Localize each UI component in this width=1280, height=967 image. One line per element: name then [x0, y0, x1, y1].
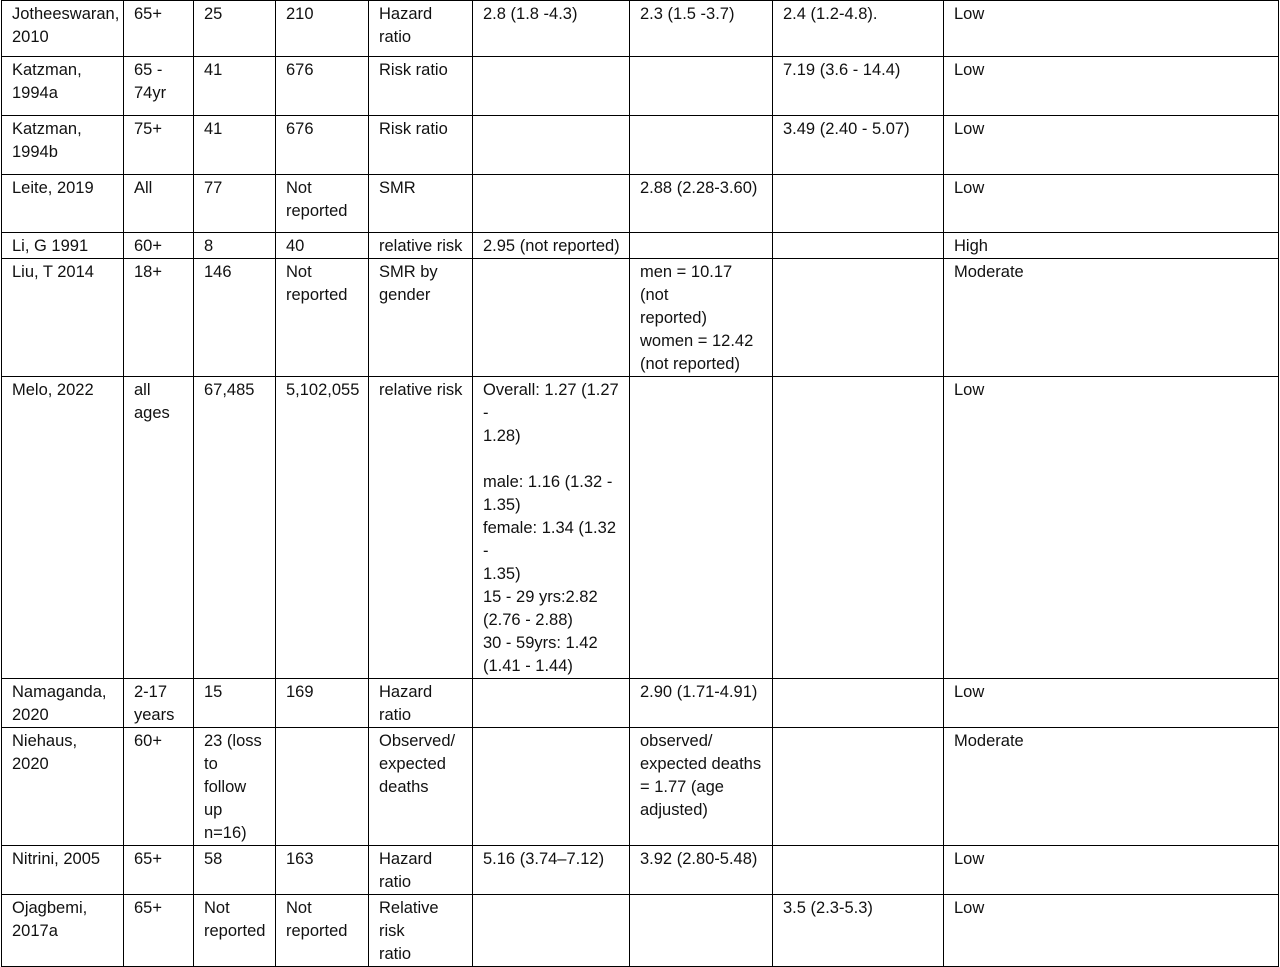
age-cell: 65 - 74yr	[124, 57, 194, 116]
adjusted-estimate-cell	[630, 116, 773, 175]
measure-cell: Hazard ratio	[369, 846, 473, 895]
sample-size-cell: 676	[276, 57, 369, 116]
other-estimate-cell: 3.49 (2.40 - 5.07)	[773, 116, 944, 175]
other-estimate-cell	[773, 679, 944, 728]
deaths-cell: Not reported	[194, 895, 276, 967]
unadjusted-estimate-cell	[473, 116, 630, 175]
table-row	[2, 679, 1279, 728]
results-table-body	[2, 1, 1279, 967]
adjusted-estimate-cell: 2.88 (2.28-3.60)	[630, 175, 773, 233]
age-cell: 65+	[124, 1, 194, 57]
table-row	[2, 259, 1279, 377]
other-estimate-cell	[773, 175, 944, 233]
adjusted-estimate-cell	[630, 895, 773, 967]
table-row	[2, 116, 1279, 175]
measure-cell: SMR by gender	[369, 259, 473, 377]
author-cell: Jotheeswaran, 2010	[2, 1, 124, 57]
adjusted-estimate-cell: 2.3 (1.5 -3.7)	[630, 1, 773, 57]
measure-cell: Relative risk ratio	[369, 895, 473, 967]
author-cell: Leite, 2019	[2, 175, 124, 233]
other-estimate-cell	[773, 377, 944, 679]
age-cell: 2-17 years	[124, 679, 194, 728]
adjusted-estimate-cell	[630, 233, 773, 259]
sample-size-cell: Not reported	[276, 259, 369, 377]
unadjusted-estimate-cell	[473, 895, 630, 967]
measure-cell: relative risk	[369, 233, 473, 259]
sample-size-cell: 169	[276, 679, 369, 728]
deaths-cell: 67,485	[194, 377, 276, 679]
sample-size-cell: 676	[276, 116, 369, 175]
unadjusted-estimate-cell	[473, 259, 630, 377]
author-cell: Liu, T 2014	[2, 259, 124, 377]
results-table	[1, 0, 1279, 967]
sample-size-cell: 163	[276, 846, 369, 895]
table-row	[2, 175, 1279, 233]
other-estimate-cell	[773, 259, 944, 377]
author-cell: Melo, 2022	[2, 377, 124, 679]
risk-of-bias-cell: High	[944, 233, 1279, 259]
table-row	[2, 377, 1279, 679]
age-cell: 60+	[124, 233, 194, 259]
unadjusted-estimate-cell	[473, 728, 630, 846]
unadjusted-estimate-cell: 2.8 (1.8 -4.3)	[473, 1, 630, 57]
measure-cell: Hazard ratio	[369, 1, 473, 57]
measure-cell: relative risk	[369, 377, 473, 679]
table-row	[2, 57, 1279, 116]
unadjusted-estimate-cell	[473, 57, 630, 116]
adjusted-estimate-cell: 2.90 (1.71-4.91)	[630, 679, 773, 728]
risk-of-bias-cell: Low	[944, 377, 1279, 679]
deaths-cell: 23 (loss to follow up n=16)	[194, 728, 276, 846]
other-estimate-cell	[773, 233, 944, 259]
author-cell: Niehaus, 2020	[2, 728, 124, 846]
risk-of-bias-cell: Moderate	[944, 259, 1279, 377]
table-row	[2, 1, 1279, 57]
unadjusted-estimate-cell: 5.16 (3.74–7.12)	[473, 846, 630, 895]
sample-size-cell: 210	[276, 1, 369, 57]
author-cell: Ojagbemi, 2017a	[2, 895, 124, 967]
deaths-cell: 146	[194, 259, 276, 377]
author-cell: Katzman, 1994b	[2, 116, 124, 175]
author-cell: Li, G 1991	[2, 233, 124, 259]
deaths-cell: 15	[194, 679, 276, 728]
risk-of-bias-cell: Low	[944, 57, 1279, 116]
sample-size-cell: Not reported	[276, 175, 369, 233]
risk-of-bias-cell: Low	[944, 175, 1279, 233]
deaths-cell: 25	[194, 1, 276, 57]
risk-of-bias-cell: Low	[944, 1, 1279, 57]
other-estimate-cell: 2.4 (1.2-4.8).	[773, 1, 944, 57]
age-cell: 60+	[124, 728, 194, 846]
author-cell: Namaganda, 2020	[2, 679, 124, 728]
measure-cell: Risk ratio	[369, 57, 473, 116]
unadjusted-estimate-cell	[473, 175, 630, 233]
sample-size-cell	[276, 728, 369, 846]
other-estimate-cell: 7.19 (3.6 - 14.4)	[773, 57, 944, 116]
age-cell: 65+	[124, 895, 194, 967]
adjusted-estimate-cell	[630, 377, 773, 679]
deaths-cell: 77	[194, 175, 276, 233]
author-cell: Nitrini, 2005	[2, 846, 124, 895]
measure-cell: Observed/ expected deaths	[369, 728, 473, 846]
age-cell: 65+	[124, 846, 194, 895]
adjusted-estimate-cell	[630, 57, 773, 116]
risk-of-bias-cell: Low	[944, 895, 1279, 967]
measure-cell: SMR	[369, 175, 473, 233]
deaths-cell: 8	[194, 233, 276, 259]
unadjusted-estimate-cell	[473, 679, 630, 728]
measure-cell: Hazard ratio	[369, 679, 473, 728]
other-estimate-cell	[773, 846, 944, 895]
table-row	[2, 728, 1279, 846]
sample-size-cell: 5,102,055	[276, 377, 369, 679]
sample-size-cell: Not reported	[276, 895, 369, 967]
adjusted-estimate-cell: observed/ expected deaths = 1.77 (age adjusted)	[630, 728, 773, 846]
other-estimate-cell: 3.5 (2.3-5.3)	[773, 895, 944, 967]
unadjusted-estimate-cell: 2.95 (not reported)	[473, 233, 630, 259]
sample-size-cell: 40	[276, 233, 369, 259]
adjusted-estimate-cell: men = 10.17 (not reported) women = 12.42 (not reported)	[630, 259, 773, 377]
author-cell: Katzman, 1994a	[2, 57, 124, 116]
table-row	[2, 895, 1279, 967]
age-cell: all ages	[124, 377, 194, 679]
risk-of-bias-cell: Low	[944, 846, 1279, 895]
table-row	[2, 233, 1279, 259]
other-estimate-cell	[773, 728, 944, 846]
deaths-cell: 41	[194, 57, 276, 116]
table-row	[2, 846, 1279, 895]
measure-cell: Risk ratio	[369, 116, 473, 175]
unadjusted-estimate-cell: Overall: 1.27 (1.27 - 1.28) male: 1.16 (1.32 - 1.35) female: 1.34 (1.32 - 1.35) 15 - 29 yrs:2.82 (2.76 - 2.88) 30 - 59yrs: 1.42 (1.41 - 1.44)	[473, 377, 630, 679]
adjusted-estimate-cell: 3.92 (2.80-5.48)	[630, 846, 773, 895]
risk-of-bias-cell: Low	[944, 679, 1279, 728]
age-cell: 18+	[124, 259, 194, 377]
deaths-cell: 41	[194, 116, 276, 175]
risk-of-bias-cell: Moderate	[944, 728, 1279, 846]
age-cell: 75+	[124, 116, 194, 175]
risk-of-bias-cell: Low	[944, 116, 1279, 175]
age-cell: All	[124, 175, 194, 233]
deaths-cell: 58	[194, 846, 276, 895]
